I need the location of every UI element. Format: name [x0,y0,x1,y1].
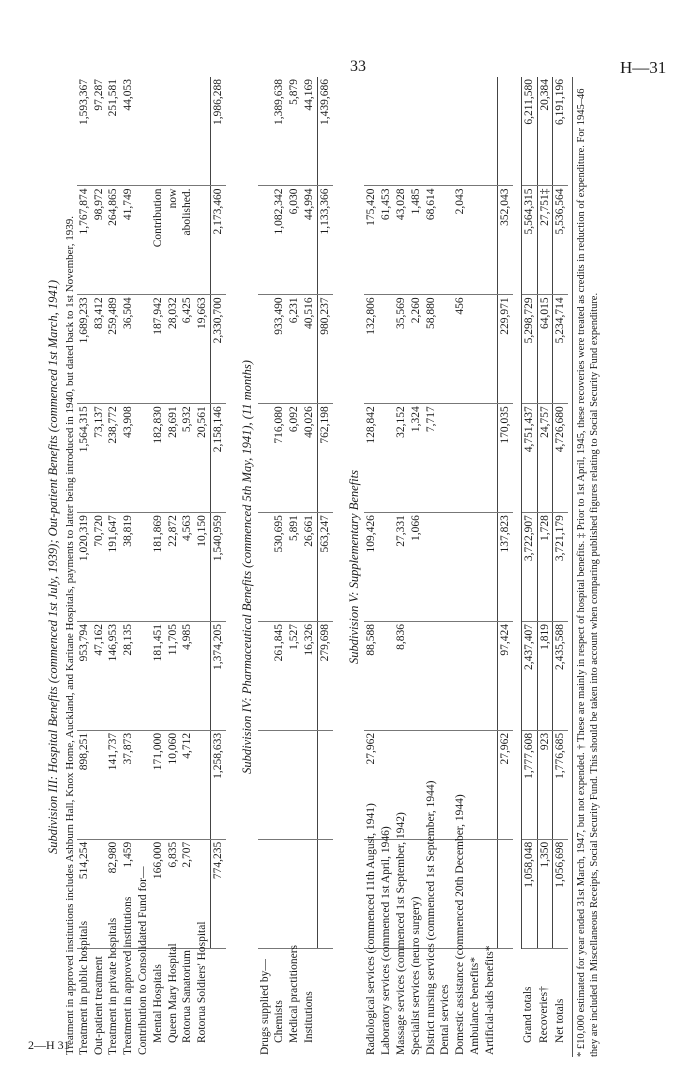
subdivision-3-title: Subdivision III: Hospital Benefits (commenced 1st July, 1939); Out-patient Benefits (commenced 1st March, 1941) [46,279,60,855]
value-cell: 514,254 [77,839,92,948]
supplementary-row [483,77,498,1057]
value-cell [468,839,483,948]
total-cell [317,730,332,839]
hospital-row [166,77,181,1057]
value-cell [272,839,287,948]
value-cell [258,730,273,839]
value-cell: 1,777,608 [521,730,537,839]
value-cell: 26,661 [302,513,317,622]
row-label: Net totals [553,998,566,1043]
total-cell: 1,258,633 [210,730,225,839]
value-cell [453,513,468,622]
value-cell: 44,994 [302,186,317,295]
value-cell [453,404,468,513]
value-cell: 109,426 [364,513,379,622]
value-cell [379,295,394,404]
value-cell [166,77,181,186]
value-cell: 2,043 [453,186,468,295]
net-totals-row [553,77,568,1057]
supplementary-row [364,77,379,1057]
pharma-row [258,77,273,1057]
hospital-row [106,77,121,1057]
value-cell [483,186,498,295]
value-cell [483,513,498,622]
value-cell [424,77,439,186]
value-cell: 1,056,698 [553,839,568,948]
value-cell: 1,389,638 [272,77,287,186]
value-cell: 22,872 [166,513,181,622]
value-cell: 261,845 [272,622,287,731]
value-cell: 10,060 [166,730,181,839]
total-cell: 279,698 [317,622,332,731]
value-cell: 43,028 [394,186,409,295]
total-cell [498,839,513,948]
value-cell [438,622,453,731]
row-label: Grand totals [522,986,535,1043]
footer-reference: 2—H 31 [28,1038,70,1052]
value-cell [136,622,151,731]
value-cell: 2,435,588 [553,622,568,731]
supplementary-total-row [498,77,513,1057]
value-cell [379,513,394,622]
value-cell [483,404,498,513]
value-cell: 1,767,874 [77,186,92,295]
footnote-dagger: † These are mainly in respect of hospital benefits. [576,540,588,750]
value-cell: 1,564,315 [77,404,92,513]
value-cell: 1,066 [409,513,424,622]
total-cell: 762,198 [317,404,332,513]
value-cell: 141,737 [106,730,121,839]
value-cell: 38,819 [121,513,136,622]
value-cell: 716,080 [272,404,287,513]
value-cell: 58,880 [424,295,439,404]
value-cell [195,730,210,839]
value-cell: abolished. [180,186,195,295]
value-cell: 7,717 [424,404,439,513]
pharma-total-row [317,77,332,1057]
value-cell: 1,082,342 [272,186,287,295]
value-cell [483,730,498,839]
row-label: Radiological services (commenced 11th August, 1941) [365,803,378,1055]
value-cell: 2,437,407 [521,622,537,731]
footnote-double-dagger: ‡ Prior to 1st April, 1945, these recoveries were treated as credits in reduction of expenditure. For 1945–46 they are included in Miscellaneous Receipts, Social Security Fund. This should be taken into account when comparing published figures relating to Social Security Fund expenditure. [576,88,600,1057]
value-cell: 6,030 [287,186,302,295]
value-cell [136,186,151,295]
value-cell [302,730,317,839]
pharma-row [287,77,302,1057]
value-cell [438,839,453,948]
row-label: Massage services (commenced 1st September, 1942) [394,812,407,1055]
subdivision-3-title-row [40,77,64,1057]
pharma-row [302,77,317,1057]
value-cell [258,186,273,295]
value-cell: 4,726,680 [553,404,568,513]
value-cell: 64,015 [537,295,553,404]
value-cell: 259,489 [106,295,121,404]
supplementary-row [394,77,409,1057]
value-cell: 187,942 [151,295,166,404]
value-cell: 264,865 [106,186,121,295]
value-cell: 61,453 [379,186,394,295]
value-cell: Contribution [151,186,166,295]
value-cell: 83,412 [92,295,107,404]
value-cell [195,186,210,295]
grand-total-row [521,77,537,1057]
value-cell: 27,331 [394,513,409,622]
value-cell [453,622,468,731]
value-cell: 27,962 [364,730,379,839]
row-label: Rotorua Sanatorium [181,950,194,1043]
value-cell: 73,137 [92,404,107,513]
value-cell [364,77,379,186]
value-cell: 5,298,729 [521,295,537,404]
row-label: Specialist services (neuro surgery) [409,896,422,1055]
value-cell [438,404,453,513]
value-cell: 4,712 [180,730,195,839]
row-label: Contribution to Consolidated Fund for— [136,866,149,1055]
value-cell [195,77,210,186]
value-cell [302,839,317,948]
value-cell [424,622,439,731]
value-cell: 16,326 [302,622,317,731]
total-cell: 1,374,205 [210,622,225,731]
value-cell: 456 [453,295,468,404]
recoveries-row [537,77,553,1057]
value-cell: 11,705 [166,622,181,731]
total-cell: 1,986,288 [210,77,225,186]
value-cell: 44,169 [302,77,317,186]
hospital-row [195,77,210,1057]
value-cell: 182,830 [151,404,166,513]
value-cell [151,77,166,186]
value-cell: 36,504 [121,295,136,404]
page-number: 33 [350,58,366,75]
spacer-row [333,77,341,1057]
value-cell [379,730,394,839]
value-cell: 1,527 [287,622,302,731]
value-cell [92,839,107,948]
pharma-row [272,77,287,1057]
value-cell: 44,053 [121,77,136,186]
value-cell: 88,588 [364,622,379,731]
value-cell: 40,026 [302,404,317,513]
value-cell: 4,563 [180,513,195,622]
total-cell: 170,035 [498,404,513,513]
value-cell: 146,953 [106,622,121,731]
value-cell [483,839,498,948]
value-cell [258,622,273,731]
value-cell: 27,751‡ [537,186,553,295]
value-cell [468,730,483,839]
total-cell: 774,235 [210,839,225,948]
value-cell: 530,695 [272,513,287,622]
row-label: District nursing services (commenced 1st September, 1944) [424,780,437,1055]
value-cell [394,77,409,186]
value-cell: 10,150 [195,513,210,622]
value-cell [258,295,273,404]
row-label: Treatment in approved institutions [122,896,135,1055]
value-cell: 2,707 [180,839,195,948]
value-cell: 1,593,367 [77,77,92,186]
hospital-row [180,77,195,1057]
document-reference: H—31 [620,58,667,77]
value-cell: 20,384 [537,77,553,186]
value-cell: 6,425 [180,295,195,404]
value-cell [258,839,273,948]
total-cell: 352,043 [498,186,513,295]
row-label: Artificial-aids benefits* [483,945,496,1055]
value-cell: 933,490 [272,295,287,404]
spacer [333,77,341,1057]
value-cell [136,730,151,839]
value-cell: 6,191,196 [553,77,568,186]
value-cell: 132,806 [364,295,379,404]
value-cell [468,186,483,295]
value-cell: 6,092 [287,404,302,513]
value-cell: 28,135 [121,622,136,731]
value-cell [409,77,424,186]
value-cell: 1,689,233 [77,295,92,404]
value-cell [468,295,483,404]
total-cell: 27,962 [498,730,513,839]
subdivision-3-note-row [64,77,77,1057]
value-cell [272,730,287,839]
value-cell [136,295,151,404]
value-cell: 8,836 [394,622,409,731]
row-label [317,948,332,1057]
spacer-row [513,77,522,1057]
value-cell [195,622,210,731]
value-cell [258,513,273,622]
value-cell [483,295,498,404]
footnotes [572,77,601,1057]
total-cell: 2,173,460 [210,186,225,295]
row-label: Medical practitioners [288,944,301,1043]
supplementary-row [409,77,424,1057]
value-cell: 191,647 [106,513,121,622]
hospital-row [136,77,151,1057]
value-cell: 43,908 [121,404,136,513]
row-label: Treatment in public hospitals [77,920,90,1055]
value-cell: 35,569 [394,295,409,404]
value-cell [424,513,439,622]
value-cell [483,77,498,186]
row-label [210,948,225,1057]
value-cell: 1,324 [409,404,424,513]
spacer-row [226,77,234,1057]
value-cell: 68,614 [424,186,439,295]
value-cell: 5,932 [180,404,195,513]
value-cell: 98,972 [92,186,107,295]
value-cell [258,404,273,513]
total-cell: 1,540,959 [210,513,225,622]
value-cell [136,404,151,513]
value-cell: 5,891 [287,513,302,622]
value-cell: 41,749 [121,186,136,295]
row-label: Out-patient treatment [92,956,105,1055]
value-cell: 1,776,685 [553,730,568,839]
hospital-total-row [210,77,225,1057]
value-cell: 5,564,315 [521,186,537,295]
value-cell: 28,032 [166,295,181,404]
value-cell: 28,691 [166,404,181,513]
hospital-row [151,77,166,1057]
total-cell: 2,330,700 [210,295,225,404]
total-cell: 1,133,366 [317,186,332,295]
value-cell: 166,000 [151,839,166,948]
subdivision-5-title: Subdivision V: Supplementary Benefits [346,470,361,664]
value-cell [92,730,107,839]
value-cell: 171,000 [151,730,166,839]
row-label: Domestic assistance (commenced 20th December, 1944) [454,794,467,1055]
value-cell: 3,722,907 [521,513,537,622]
supplementary-row [379,77,394,1057]
supplementary-row [468,77,483,1057]
row-label: Recoveries† [538,986,551,1043]
value-cell: 6,231 [287,295,302,404]
value-cell: 181,451 [151,622,166,731]
total-cell: 980,237 [317,295,332,404]
value-cell: 238,772 [106,404,121,513]
value-cell: 24,757 [537,404,553,513]
value-cell: 181,869 [151,513,166,622]
row-label: Rotorua Soldiers' Hospital [196,921,209,1043]
hospital-row [92,77,107,1057]
row-label: Dental services [439,984,452,1055]
row-label: Ambulance benefits* [468,956,481,1055]
value-cell [453,77,468,186]
value-cell [438,77,453,186]
value-cell: 1,485 [409,186,424,295]
value-cell [409,730,424,839]
value-cell: 1,058,048 [521,839,537,948]
value-cell: 5,536,564 [553,186,568,295]
value-cell: 47,162 [92,622,107,731]
row-label: Mental Hospitals [151,964,164,1043]
value-cell [438,730,453,839]
value-cell [379,77,394,186]
value-cell: 251,581 [106,77,121,186]
value-cell: 953,794 [77,622,92,731]
subdivision-4-title: Subdivision IV: Pharmaceutical Benefits (commenced 5th May, 1941), (11 months) [239,360,254,774]
total-cell: 1,439,686 [317,77,332,186]
value-cell [468,513,483,622]
subdivision-4-title-row [234,77,258,1057]
value-cell [287,839,302,948]
value-cell [379,404,394,513]
value-cell: 3,721,179 [553,513,568,622]
rotated-table-block [40,77,680,1057]
row-label [498,948,513,1057]
value-cell [379,622,394,731]
value-cell: 1,020,319 [77,513,92,622]
value-cell: 1,728 [537,513,553,622]
hospital-row [77,77,92,1057]
value-cell: 97,287 [92,77,107,186]
total-cell: 97,424 [498,622,513,731]
value-cell: 70,720 [92,513,107,622]
row-label: Treatment in private hospitals [107,917,120,1055]
value-cell [438,513,453,622]
value-cell [409,622,424,731]
value-cell [468,77,483,186]
supplementary-row [424,77,439,1057]
spacer [513,77,522,1057]
hospital-row [121,77,136,1057]
value-cell: 6,211,580 [521,77,537,186]
value-cell: 4,751,437 [521,404,537,513]
value-cell: 898,251 [77,730,92,839]
total-cell: 563,247 [317,513,332,622]
benefits-expenditure-table [40,77,568,1057]
value-cell [258,77,273,186]
value-cell: 32,152 [394,404,409,513]
value-cell [483,622,498,731]
total-cell: 137,823 [498,513,513,622]
row-label: Chemists [273,1000,286,1043]
value-cell [438,186,453,295]
row-label: Laboratory services (commenced 1st April, 1946) [380,826,393,1055]
value-cell [136,77,151,186]
value-cell: 5,879 [287,77,302,186]
subdivision-5-title-row [341,77,365,1057]
row-label: Drugs supplied by— [258,959,271,1055]
total-cell [317,839,332,948]
total-cell [498,77,513,186]
value-cell [438,295,453,404]
value-cell: 175,420 [364,186,379,295]
value-cell: 923 [537,730,553,839]
value-cell [136,513,151,622]
value-cell: 40,516 [302,295,317,404]
spacer [226,77,234,1057]
value-cell: 6,835 [166,839,181,948]
supplementary-row [438,77,453,1057]
total-cell: 229,971 [498,295,513,404]
value-cell: 5,234,714 [553,295,568,404]
total-cell: 2,158,146 [210,404,225,513]
value-cell: 1,459 [121,839,136,948]
value-cell: 1,350 [537,839,553,948]
row-label: Queen Mary Hospital [166,943,179,1043]
value-cell: 37,873 [121,730,136,839]
value-cell [468,622,483,731]
value-cell: 1,819 [537,622,553,731]
value-cell: 4,985 [180,622,195,731]
row-label: Institutions [302,991,315,1043]
value-cell: 82,980 [106,839,121,948]
value-cell: 128,842 [364,404,379,513]
value-cell [468,404,483,513]
footnote-star: * £10,000 estimated for year ended 31st March, 1947, but not expended. [576,752,588,1057]
value-cell: 2,260 [409,295,424,404]
subdivision-3-note: Treatment in approved institutions includes Ashburn Hall, Knox Home, Auckland, and Karitane Hospitals, payments to latter being introduced in 1940, but dated back to 1st November, 1939. [63,216,76,1055]
value-cell: now [166,186,181,295]
value-cell: 19,663 [195,295,210,404]
value-cell [180,77,195,186]
value-cell: 20,561 [195,404,210,513]
value-cell [287,730,302,839]
supplementary-row [453,77,468,1057]
